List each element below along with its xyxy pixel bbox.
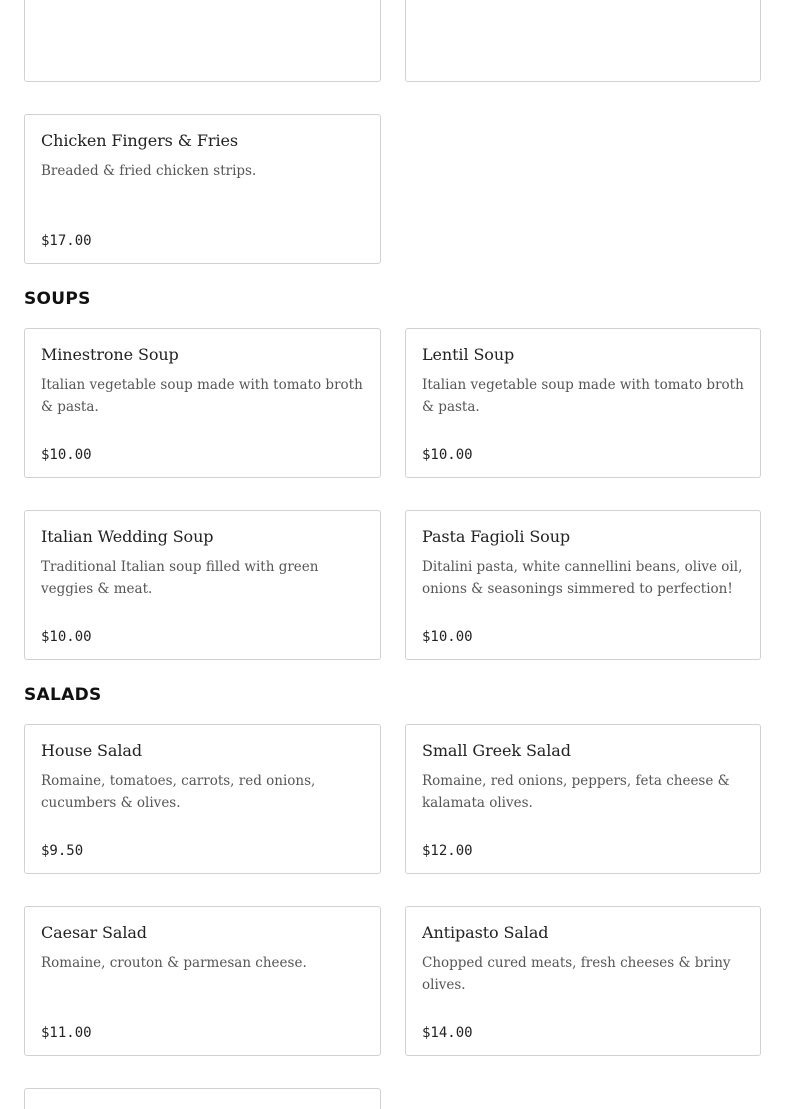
menu-item-card[interactable]: [24, 1088, 381, 1109]
menu-item-card[interactable]: [24, 510, 381, 660]
item-name: Small Greek Salad: [422, 741, 571, 760]
item-description: Italian vegetable soup made with tomato broth & pasta.: [422, 377, 744, 415]
section-title-salads: SALADS: [24, 685, 102, 705]
item-description: Chopped cured meats, fresh cheeses & briny olives.: [422, 955, 731, 993]
menu-item-card[interactable]: [405, 328, 761, 478]
item-name: Italian Wedding Soup: [41, 527, 214, 546]
item-name: Antipasto Salad: [422, 923, 549, 942]
item-price: $11.00: [41, 1025, 92, 1041]
item-price: $17.00: [41, 233, 92, 249]
item-name: House Salad: [41, 741, 142, 760]
menu-item-card[interactable]: [24, 0, 381, 82]
item-description: Romaine, red onions, peppers, feta cheese & kalamata olives.: [422, 773, 730, 811]
item-price: $10.00: [41, 629, 92, 645]
section-title-soups: SOUPS: [24, 289, 91, 309]
menu-item-card[interactable]: [405, 906, 761, 1056]
item-name: Lentil Soup: [422, 345, 515, 364]
item-price: $14.00: [422, 1025, 473, 1041]
item-name: Minestrone Soup: [41, 345, 179, 364]
item-price: $10.00: [422, 629, 473, 645]
menu-item-card[interactable]: [405, 510, 761, 660]
item-description: Romaine, tomatoes, carrots, red onions, cucumbers & olives.: [41, 773, 316, 811]
item-description: Italian vegetable soup made with tomato broth & pasta.: [41, 377, 363, 415]
menu-item-card[interactable]: [405, 0, 761, 82]
item-price: $9.50: [41, 843, 84, 859]
menu-item-card[interactable]: [405, 724, 761, 874]
item-description: Romaine, crouton & parmesan cheese.: [41, 955, 307, 971]
item-price: $10.00: [41, 447, 92, 463]
item-price: $10.00: [422, 447, 473, 463]
item-name: Chicken Fingers & Fries: [41, 131, 238, 150]
item-description: Traditional Italian soup filled with green veggies & meat.: [41, 559, 319, 597]
item-name: Pasta Fagioli Soup: [422, 527, 571, 546]
menu-item-card[interactable]: [24, 328, 381, 478]
item-description: Ditalini pasta, white cannellini beans, olive oil, onions & seasonings simmered to perfection!: [422, 559, 743, 597]
item-name: Caesar Salad: [41, 923, 147, 942]
menu-item-card[interactable]: [24, 724, 381, 874]
item-description: Breaded & fried chicken strips.: [41, 163, 257, 179]
menu-item-card[interactable]: [24, 906, 381, 1056]
item-price: $12.00: [422, 843, 473, 859]
menu-item-card[interactable]: [24, 114, 381, 264]
